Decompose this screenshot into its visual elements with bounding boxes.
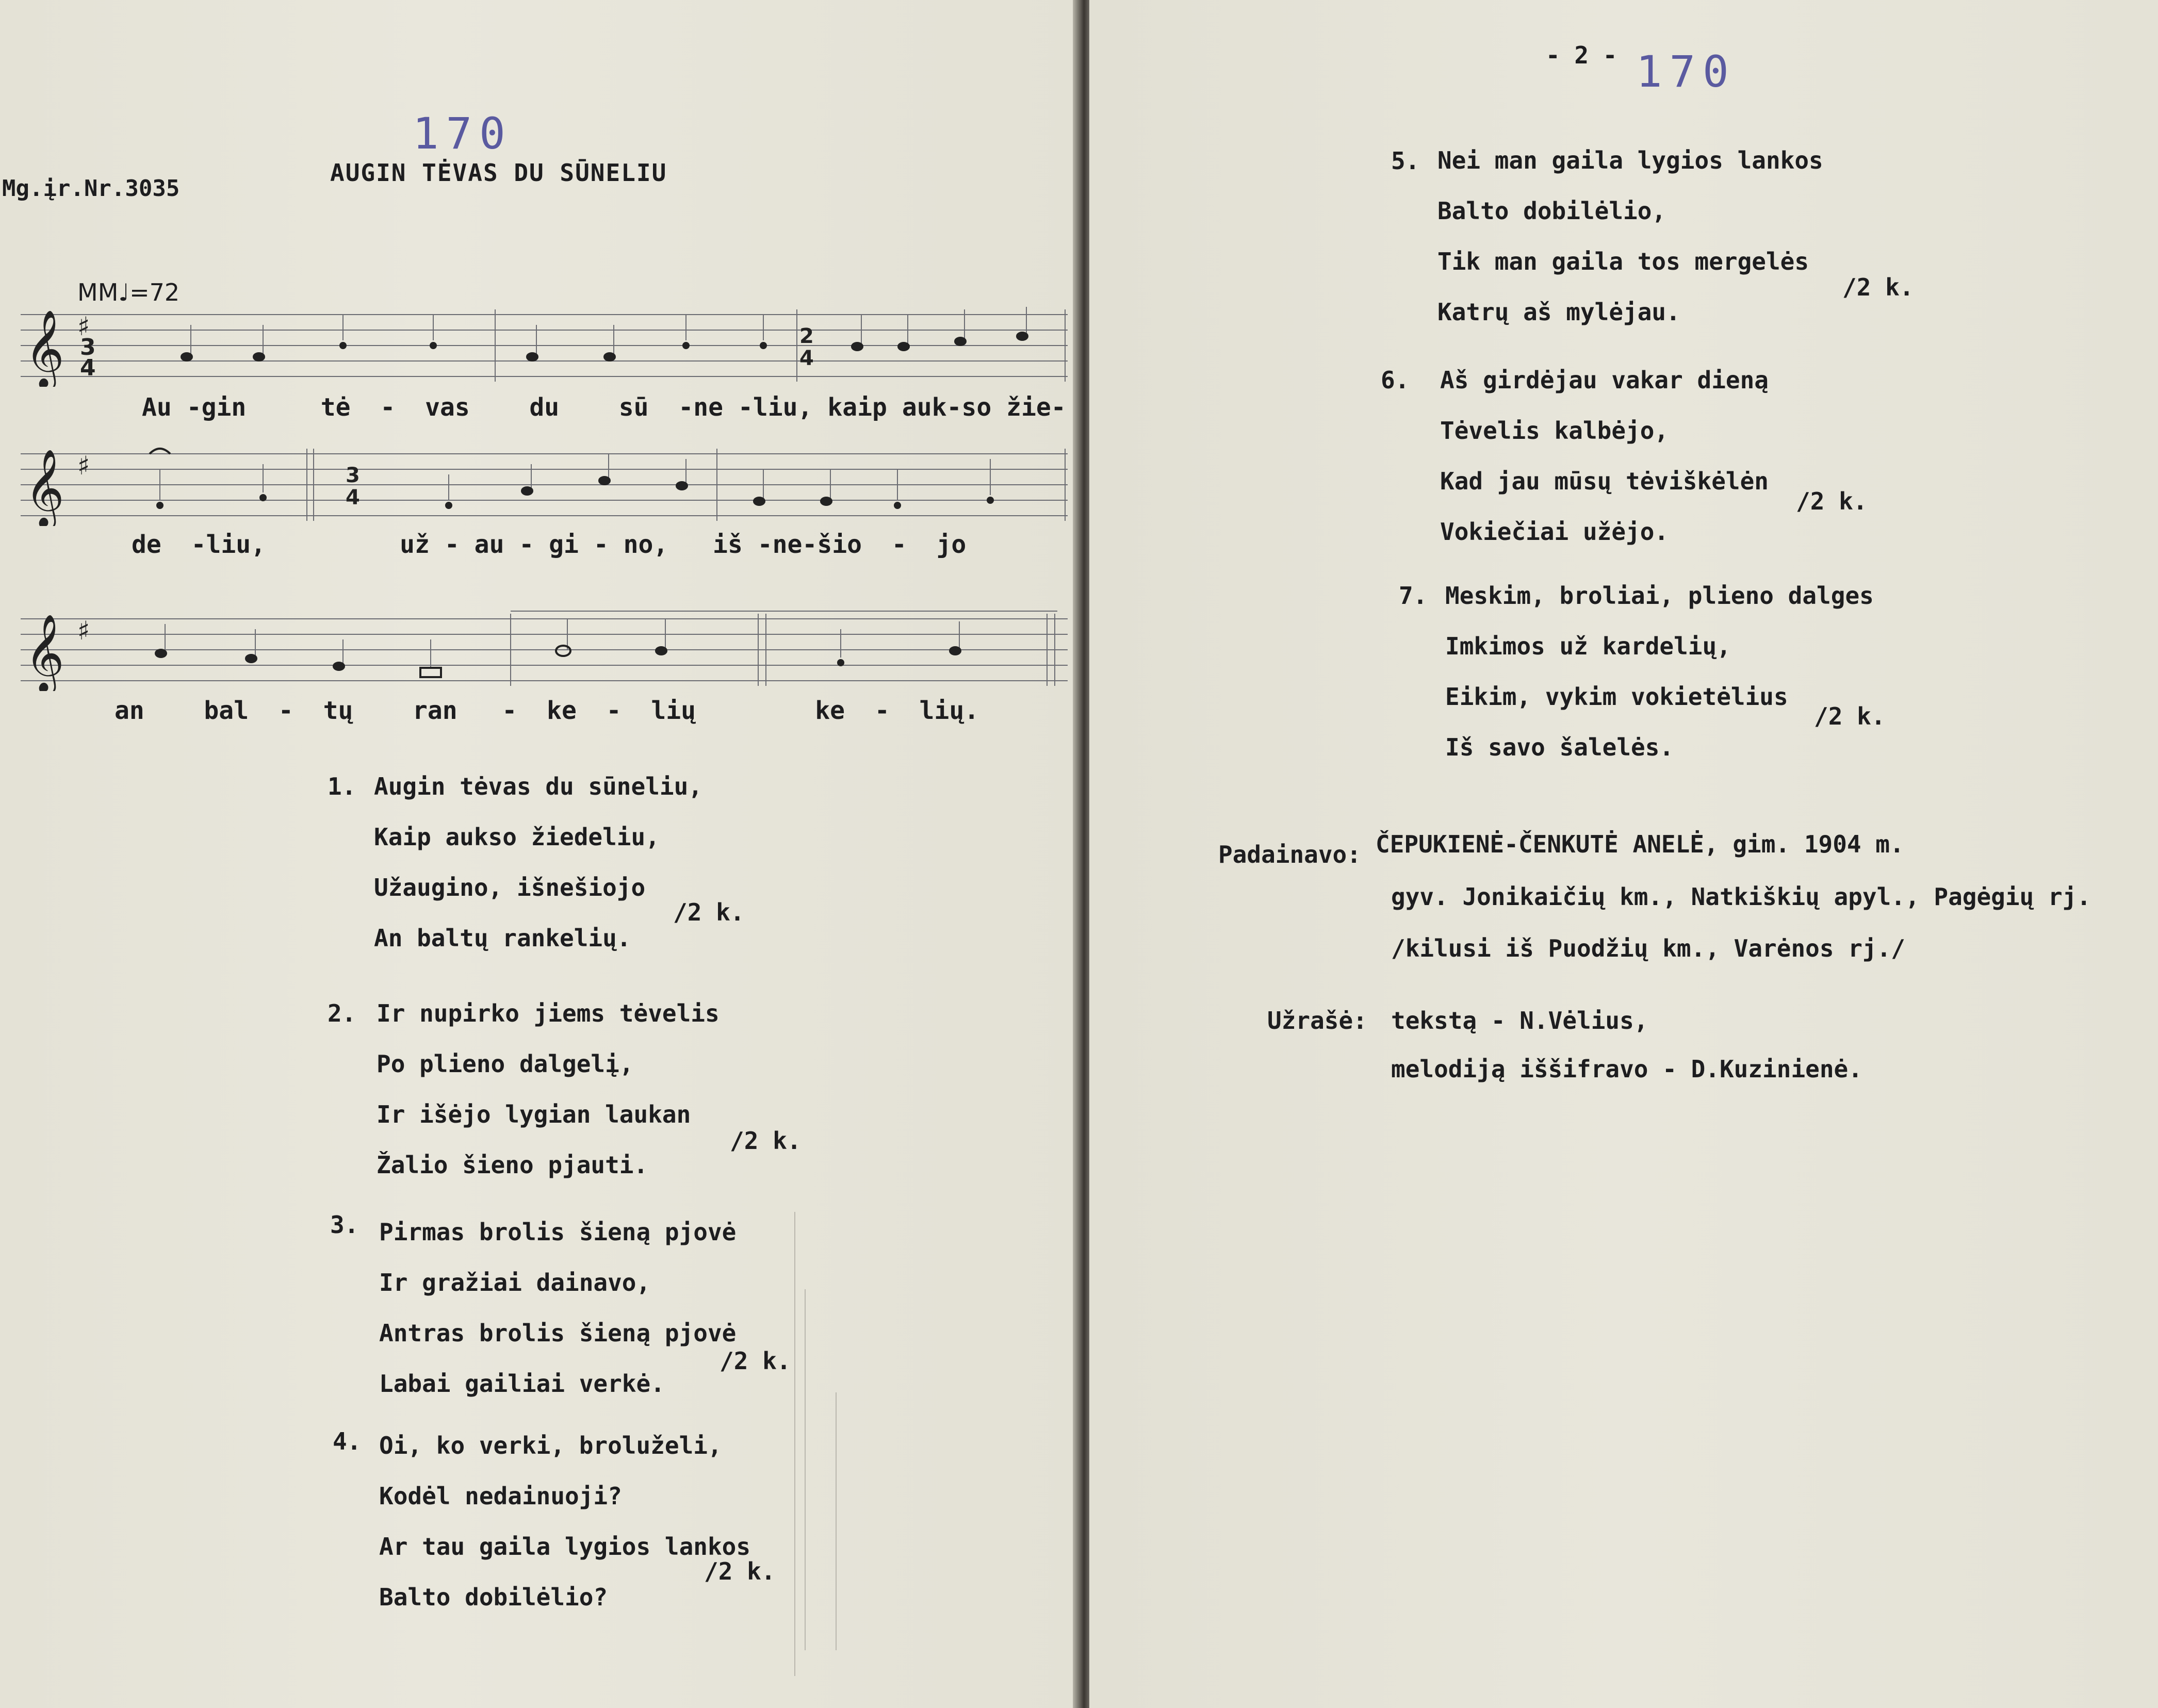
svg-text:2: 2 [799, 324, 814, 348]
stanza-line: Antras brolis šieną pjovė [379, 1319, 737, 1347]
melody-decoder: melodiją iššifravo - D.Kuzinienė. [1391, 1055, 1862, 1083]
registry-number: Mg.įr.Nr.3035 [2, 175, 180, 202]
page-stamp: 170 [413, 108, 513, 159]
paper-scratch [836, 1392, 837, 1650]
stanza-line: Tik man gaila tos mergelės [1437, 248, 1809, 275]
lyrics-line-3: an bal - tų ran - ke - lių ke - lių. [115, 696, 979, 725]
stanza-4-number: 4. [333, 1427, 362, 1455]
stanza-line: Žalio šieno pjauti. [377, 1151, 648, 1179]
svg-text:𝄞: 𝄞 [25, 448, 64, 526]
staff-1 [21, 304, 1068, 387]
stanza-line: Labai gailiai verkė. [379, 1370, 665, 1398]
staff-2 [21, 444, 1068, 526]
stanza-line: Kodėl nedainuoji? [379, 1482, 622, 1510]
stanza-line: Ir išėjo lygian laukan [377, 1101, 691, 1128]
singer-name: ČEPUKIENĖ-ČENKUTĖ ANELĖ, gim. 1904 m. [1376, 830, 1904, 858]
stanza-5-number: 5. [1391, 147, 1420, 175]
svg-text:4: 4 [80, 355, 96, 381]
treble-clef-icon: 𝄞 [25, 309, 64, 387]
stanza-line: Ir nupirko jiems tėvelis [377, 999, 720, 1027]
stanza-line: Eikim, vykim vokietėlius [1445, 683, 1788, 711]
lyrics-line-1: Au -gin tė - vas du sū -ne -liu, kaip auk-so žie- [142, 393, 1066, 422]
text-recorder: tekstą - N.Vėlius, [1391, 1007, 1648, 1034]
stanza-2 [377, 988, 720, 1190]
paper-scratch [805, 1289, 806, 1650]
stanza-line: Vokiečiai užėjo. [1440, 518, 1669, 546]
stanza-2-number: 2. [328, 999, 356, 1027]
repeat-mark: /2 k. [1814, 702, 1886, 730]
stanza-line: Užaugino, išnešiojo [374, 874, 646, 901]
svg-text:♯: ♯ [77, 451, 90, 481]
repeat-mark: /2 k. [673, 898, 745, 926]
stanza-7-number: 7. [1399, 582, 1428, 610]
recorded-by-label: Užrašė: [1267, 1007, 1367, 1034]
stanza-6 [1440, 355, 1769, 557]
stanza-line: Imkimos už kardelių, [1445, 632, 1731, 660]
stanza-line: Augin tėvas du sūneliu, [374, 773, 702, 800]
stanza-line: Tėvelis kalbėjo, [1440, 417, 1669, 445]
tempo-marking: MM♩=72 [77, 278, 180, 306]
stanza-5 [1437, 135, 1823, 337]
stanza-line: Ir gražiai dainavo, [379, 1269, 651, 1296]
stanza-line: Ar tau gaila lygios lankos [379, 1533, 751, 1561]
stanza-line: Balto dobilėlio? [379, 1583, 608, 1611]
svg-text:𝄞: 𝄞 [25, 613, 64, 691]
stanza-line: Iš savo šalelės. [1445, 733, 1674, 761]
stanza-line: Nei man gaila lygios lankos [1437, 146, 1823, 174]
sung-by-label: Padainavo: [1218, 841, 1361, 868]
repeat-mark: /2 k. [1842, 273, 1914, 301]
svg-text:♯: ♯ [77, 616, 90, 646]
svg-text:4: 4 [346, 486, 360, 510]
svg-text:3: 3 [346, 464, 360, 487]
stanza-1-number: 1. [328, 773, 356, 800]
stanza-7 [1445, 570, 1874, 773]
stanza-line: Kad jau mūsų tėviškėlėn [1440, 467, 1769, 495]
stanza-line: Pirmas brolis šieną pjovė [379, 1218, 737, 1246]
singer-origin: /kilusi iš Puodžių km., Varėnos rj./ [1391, 934, 1905, 962]
stanza-line: Balto dobilėlio, [1437, 197, 1666, 225]
right-page [1089, 0, 2158, 1708]
paper-scratch [794, 1212, 795, 1676]
stanza-line: Po plieno dalgelį, [377, 1050, 634, 1078]
page-stamp: 170 [1636, 46, 1736, 97]
singer-residence: gyv. Jonikaičių km., Natkiškių apyl., Pagėgių rj. [1391, 883, 2091, 911]
lyrics-line-2: de -liu, už - au - gi - no, iš -ne-šio - jo [132, 530, 967, 559]
stanza-3-number: 3. [330, 1211, 359, 1239]
page-number: - 2 - [1546, 41, 1617, 69]
stanza-4 [379, 1420, 750, 1622]
stanza-line: Aš girdėjau vakar dieną [1440, 366, 1769, 394]
svg-text:♯: ♯ [77, 311, 90, 341]
stanza-1 [374, 761, 702, 963]
stanza-line: Kaip aukso žiedeliu, [374, 823, 660, 851]
repeat-mark: /2 k. [704, 1557, 776, 1585]
stanza-3 [379, 1207, 736, 1409]
svg-text:4: 4 [799, 347, 814, 370]
repeat-mark: /2 k. [730, 1127, 802, 1155]
staff-3 [21, 609, 1068, 691]
stanza-line: An baltų rankelių. [374, 924, 631, 952]
stanza-6-number: 6. [1381, 366, 1410, 394]
stanza-line: Katrų aš mylėjau. [1437, 298, 1680, 326]
song-title: AUGIN TĖVAS DU SŪNELIU [330, 159, 667, 187]
stanza-line: Oi, ko verki, broluželi, [379, 1432, 722, 1459]
repeat-mark: /2 k. [1796, 487, 1868, 515]
repeat-mark: /2 k. [720, 1347, 791, 1375]
svg-text:3: 3 [80, 334, 96, 360]
stanza-line: Meskim, broliai, plieno dalges [1445, 582, 1874, 610]
